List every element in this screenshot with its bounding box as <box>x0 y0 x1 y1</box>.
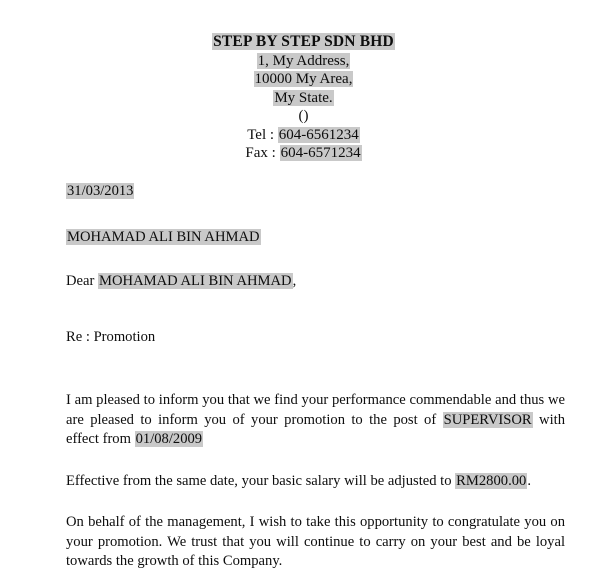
salutation <box>66 272 565 290</box>
telephone-value: 604-6561234 <box>278 126 359 143</box>
salutation-suffix: , <box>292 273 297 289</box>
recipient-block <box>66 228 565 246</box>
paragraph-promotion <box>66 391 565 450</box>
company-address-line-2-value: 10000 My Area, <box>254 71 353 87</box>
promotion-position-value: SUPERVISOR <box>443 411 532 428</box>
salutation-prefix: Dear <box>66 273 99 289</box>
company-name-value: STEP BY STEP SDN BHD <box>213 33 394 50</box>
telephone-label: Tel : <box>247 126 278 143</box>
paragraph-promotion-text-2: with effect from <box>66 411 565 447</box>
subject-line: Re : Promotion <box>66 329 156 345</box>
company-name <box>0 33 607 52</box>
salutation-name-value: MOHAMAD ALI BIN AHMAD <box>99 273 292 289</box>
company-address-line-1 <box>0 52 607 71</box>
paragraph-promotion-text-1: I am pleased to inform you that we find your performance commendable and thus we are pleased to inform you of your promotion to the post of <box>66 392 565 428</box>
letterhead <box>0 33 607 163</box>
letter-body <box>66 182 565 572</box>
company-address-line-3 <box>0 89 607 108</box>
fax-value: 604-6571234 <box>280 145 361 161</box>
letter-date <box>66 182 565 200</box>
letter-date-value: 31/03/2013 <box>67 183 134 199</box>
promotion-effective-date-value: 01/08/2009 <box>135 431 203 447</box>
paragraph-salary <box>66 472 565 492</box>
paragraph-closing: On behalf of the management, I wish to take this opportunity to congratulate you on your promotion. We trust that you will continue to carry on your best and be loyal towards the growth of this Company. <box>66 514 565 569</box>
company-address-line-3-value: My State. <box>274 89 333 106</box>
salary-amount-value: RM2800.00 <box>456 472 527 489</box>
fax-label: Fax : <box>245 145 280 161</box>
company-address-line-2 <box>0 70 607 89</box>
company-address-line-1-value: 1, My Address, <box>257 52 350 69</box>
company-postcode-placeholder: () <box>298 108 309 124</box>
paragraph-salary-text-2: . <box>527 472 531 489</box>
company-fax <box>0 144 607 163</box>
company-telephone <box>0 126 607 145</box>
recipient-name-value: MOHAMAD ALI BIN AHMAD <box>67 229 260 245</box>
paragraph-salary-text-1: Effective from the same date, your basic salary will be adjusted to <box>66 472 456 489</box>
